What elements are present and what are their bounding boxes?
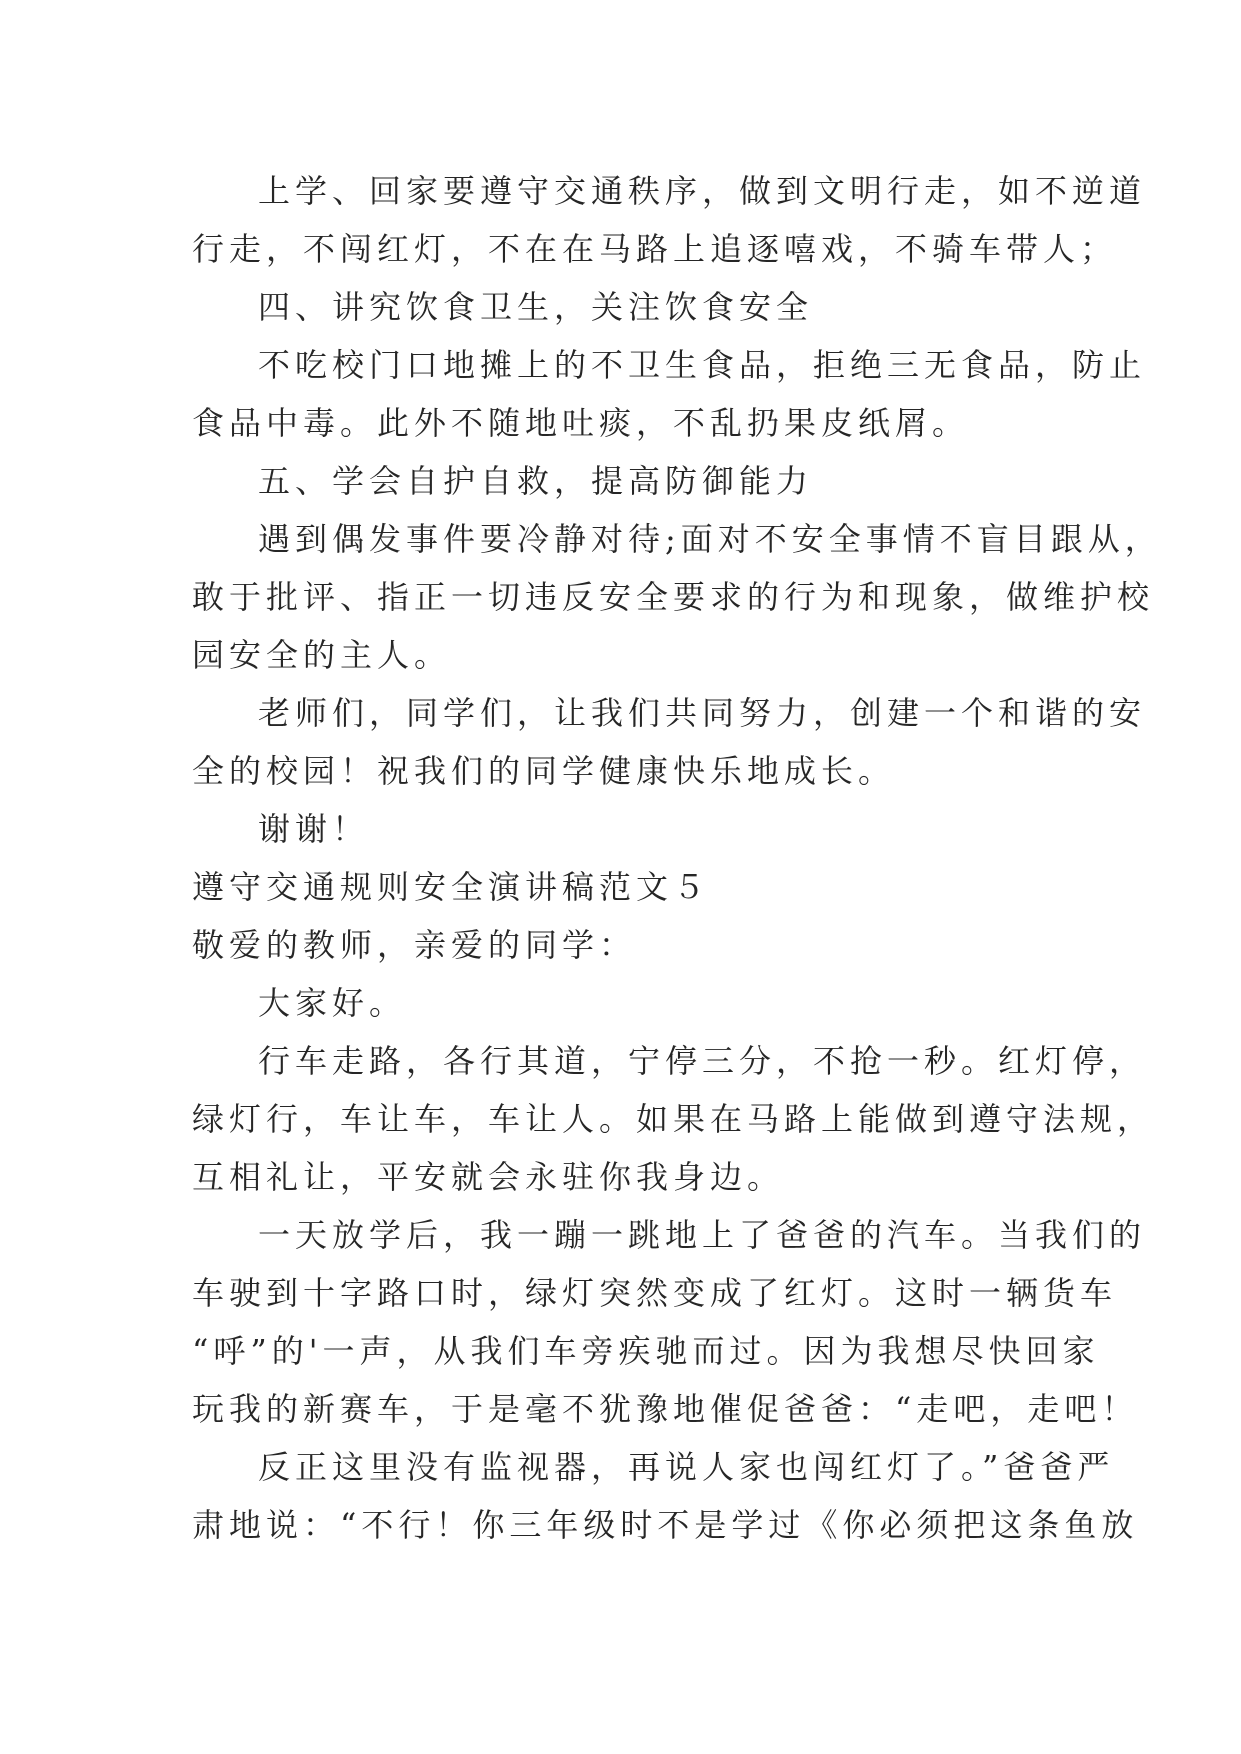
text-line: 遇到偶发事件要冷静对待;面对不安全事情不盲目跟从， <box>258 520 1162 558</box>
text-line: 绿灯行，车让车，车让人。如果在马路上能做到遵守法规， <box>192 1100 1155 1138</box>
text-line: 行走，不闯红灯，不在在马路上追逐嘻戏，不骑车带人； <box>192 230 1118 268</box>
text-line: 车驶到十字路口时，绿灯突然变成了红灯。这时一辆货车 <box>192 1274 1118 1312</box>
text-line: 玩我的新赛车，于是毫不犹豫地催促爸爸：“走吧，走吧！ <box>192 1390 1139 1428</box>
text-line: 肃地说：“不行！你三年级时不是学过《你必须把这条鱼放 <box>192 1506 1139 1544</box>
text-line: 全的校园！祝我们的同学健康快乐地成长。 <box>192 752 896 790</box>
text-line: 大家好。 <box>258 984 407 1022</box>
text-line: 上学、回家要遵守交通秩序，做到文明行走，如不逆道 <box>258 172 1147 210</box>
text-line: “呼”的'一声，从我们车旁疾驰而过。因为我想尽快回家 <box>192 1332 1100 1370</box>
text-line: 不吃校门口地摊上的不卫生食品，拒绝三无食品，防止 <box>258 346 1147 384</box>
text-line: 一天放学后，我一蹦一跳地上了爸爸的汽车。当我们的 <box>258 1216 1147 1254</box>
text-line: 行车走路，各行其道，宁停三分，不抢一秒。红灯停， <box>258 1042 1147 1080</box>
text-line: 遵守交通规则安全演讲稿范文５ <box>192 868 711 906</box>
document-body <box>192 162 1162 1554</box>
text-line: 老师们，同学们，让我们共同努力，创建一个和谐的安 <box>258 694 1147 732</box>
text-line: 园安全的主人。 <box>192 636 452 674</box>
text-line: 食品中毒。此外不随地吐痰，不乱扔果皮纸屑。 <box>192 404 970 442</box>
text-line: 互相礼让，平安就会永驻你我身边。 <box>192 1158 785 1196</box>
text-line: 反正这里没有监视器，再说人家也闯红灯了。”爸爸严 <box>258 1448 1115 1486</box>
text-line: 四、讲究饮食卫生，关注饮食安全 <box>258 288 814 326</box>
text-line: 五、学会自护自救，提高防御能力 <box>258 462 814 500</box>
text-line: 谢谢！ <box>258 810 370 848</box>
text-line: 敢于批评、指正一切违反安全要求的行为和现象，做维护校 <box>192 578 1155 616</box>
text-line: 敬爱的教师，亲爱的同学： <box>192 926 637 964</box>
